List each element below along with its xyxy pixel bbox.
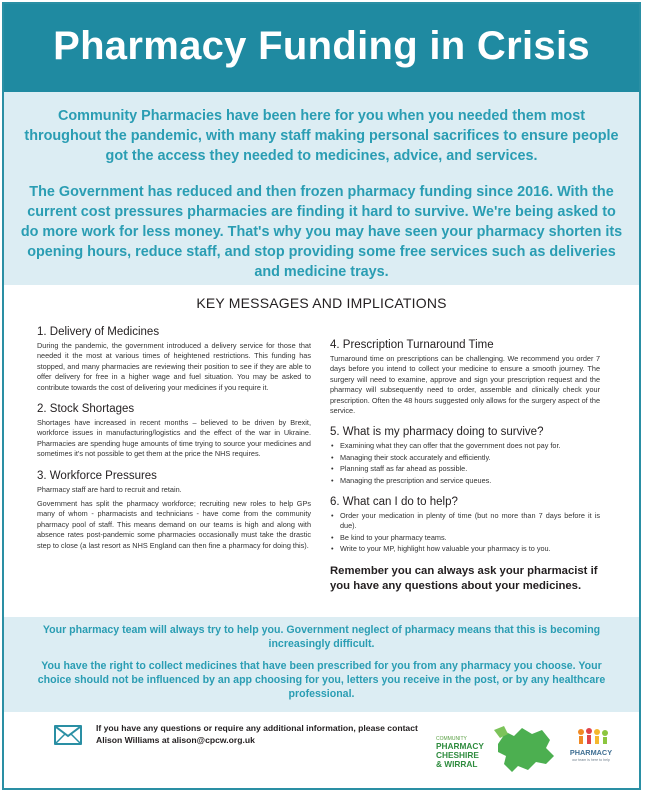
list-item: • Managing the prescription and service queues. [330, 476, 600, 486]
section-body: Government has split the pharmacy workforce; recruiting new roles to help GPs many of whom - pharmacists and technicians - have come from the community pharmacy pool of staff. This means demand on our teams is high and along with absence rates post-pandemic some pharmacies occasionally must take the drastic step to close (a last resort as NHS England can then fine a pharmacy for doing this). [37, 499, 311, 550]
section-heading: 2. Stock Shortages [37, 403, 135, 416]
help-list [330, 511, 600, 555]
section-heading: 3. Workforce Pressures [37, 469, 157, 482]
poster-frame [2, 2, 641, 790]
people-icon [561, 727, 621, 747]
contact-block [54, 722, 454, 762]
list-item: • Managing their stock accurately and efficiently. [330, 453, 600, 463]
left-column [37, 325, 311, 560]
bottom-paragraph-2: You have the right to collect medicines that have been prescribed for you from any pharmacy you choose. Your choice should not be influenced by an app choosing for you, letters you receive in the post, or by any healthcare professional. [37, 660, 606, 700]
section-heading: 5. What is my pharmacy doing to survive? [330, 426, 544, 439]
list-item: • Examining what they can offer that the government does not pay for. [330, 441, 600, 451]
right-column [330, 338, 600, 594]
intro-paragraph-1: Community Pharmacies have been here for you when you needed them most throughout the pandemic, with many staff making personal sacrifices to ensure people got the access they needed to medicines, advice, and services. [24, 108, 619, 164]
section-help [330, 495, 600, 555]
list-item: • Be kind to your pharmacy teams. [330, 533, 600, 543]
cpcw-logo-text: COMMUNITY PHARMACY CHESHIRE & WIRRAL [436, 736, 484, 769]
intro-band [4, 92, 639, 285]
survive-list [330, 441, 600, 486]
section-delivery [37, 325, 311, 393]
bottom-paragraph-1: Your pharmacy team will always try to help you. Government neglect of pharmacy means that this is becoming increasingly difficult. [42, 624, 601, 650]
bottom-band [4, 617, 639, 712]
cpcw-logo [436, 722, 564, 778]
section-turnaround [330, 338, 600, 416]
contact-text: If you have any questions or require any additional information, please contact Alison Williams at alison@cpcw.org.uk [96, 723, 418, 745]
pharmacy-logo-subtext: our team is here to help [572, 758, 610, 762]
section-stock [37, 402, 311, 460]
section-body: Turnaround time on prescriptions can be challenging. We recommend you order 7 days before you intend to collect your medicine to ensure a smooth journey. The surgery will need to examine, approve and sign your prescription request and the pharmacy will subsequently need to order, assemble and clinically check your prescription. Often the 48 hours suggested only allows for the surgery aspect of the service. [330, 354, 600, 416]
remember-note: Remember you can always ask your pharmacist if you have any questions about your medicines. [330, 564, 598, 592]
pharmacy-logo [561, 727, 621, 769]
list-item: • Planning staff as far ahead as possible. [330, 464, 600, 474]
section-heading: 4. Prescription Turnaround Time [330, 339, 494, 351]
key-messages-heading: KEY MESSAGES AND IMPLICATIONS [196, 295, 447, 311]
section-body: During the pandemic, the government introduced a delivery service for those that needed it the most at various times of heightened restrictions. This funding has stopped, and many pharmacies are reviewing their position to see if they are able to offer delivery for free in a higher wage and fuel situation. You may be asked to contribute towards the cost of delivering your medicines if you require it. [37, 341, 311, 392]
page-title: Pharmacy Funding in Crisis [53, 24, 590, 68]
region-map-icon [492, 722, 562, 778]
section-heading: 6. What can I do to help? [330, 496, 458, 509]
list-item: • Order your medication in plenty of time (but no more than 7 days before it is due). [330, 511, 600, 532]
section-workforce [37, 469, 311, 551]
section-body: Shortages have increased in recent months – believed to be driven by Brexit, workforce issues in manufacturing/logistics and the effect of the war in Ukraine. Pharmacies are spending huge amounts of time trying to source your medicines and sometimes it's not possible to get them at the price the NHS requires. [37, 418, 311, 459]
section-heading: 1. Delivery of Medicines [37, 326, 160, 338]
pharmacy-logo-text: PHARMACY [569, 748, 613, 757]
section-survive [330, 425, 600, 486]
section-body: Pharmacy staff are hard to recruit and retain. [37, 484, 182, 494]
mail-icon [54, 725, 82, 745]
list-item: • Write to your MP, highlight how valuable your pharmacy is to you. [330, 544, 600, 554]
intro-paragraph-2: The Government has reduced and then frozen pharmacy funding since 2016. With the current cost pressures pharmacies are finding it hard to survive. We're being asked to do more work for less money. That's why you may have seen your pharmacy shorten its opening hours, reduce staff, and stop providing some free services such as deliveries and medicine trays. [20, 184, 623, 280]
title-banner [4, 4, 639, 92]
